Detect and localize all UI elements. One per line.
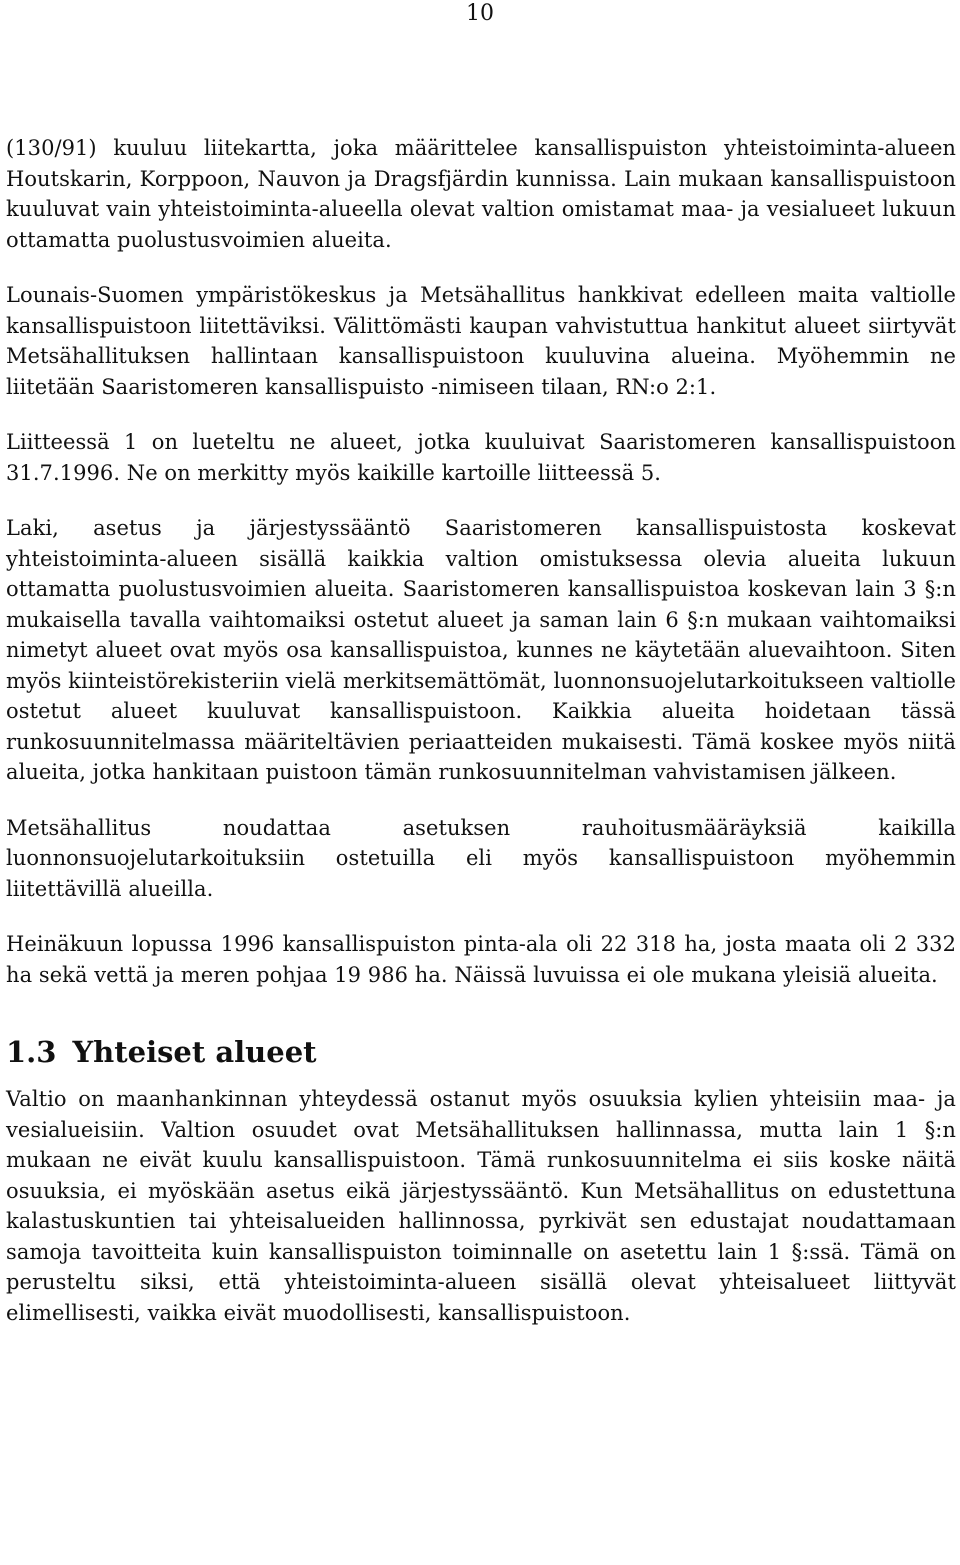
paragraph-area-figures: Heinäkuun lopussa 1996 kansallispuiston pinta-ala oli 22 318 ha, josta maata oli 2 332 ha sekä vettä ja meren pohjaa 19 986 ha. Näissä luvuissa ei ole mukana yleisiä alueita. [6, 932, 956, 987]
section-heading [6, 1034, 956, 1070]
paragraph-protection-rules: Metsähallitus noudattaa asetuksen rauhoitusmääräyksiä kaikilla luonnonsuojelutarkoituksiin ostetuilla eli myös kansallispuistoon myöhemmin liitettävillä alueilla. [6, 815, 956, 901]
paragraph-common-areas: Valtio on maanhankinnan yhteydessä ostanut myös osuuksia kylien yhteisiin maa- ja vesialueisiin. Valtion osuudet ovat Metsähallituksen hallinnassa, mutta lain 1 §:n mukaan ne eivät kuulu kansallispuistoon. Tämä runkosuunnitelma ei siis koske näitä osuuksia, ei myöskään asetus eikä järjestyssääntö. Kun Metsähallitus on edustettuna kalastuskuntien tai yhteisalueiden hallinnossa, pyrkivät sen edustajat noudattamaan samoja tavoitteita kuin kansallispuiston toiminnalle on asetettu lain 1 §:ssä. Tämä on perusteltu siksi, että yhteistoiminta-alueen sisällä olevat yhteisalueet liittyvät elimellisesti, vaikka eivät muodollisesti, kansallispuistoon. [6, 1087, 956, 1325]
paragraph-regulations: Laki, asetus ja järjestyssääntö Saaristomeren kansallispuistosta koskevat yhteistoiminta-alueen sisällä kaikkia valtion omistuksessa olevia alueita lukuun ottamatta puolustusvoimien alueita. Saaristomeren kansallispuistoa koskevan lain 3 §:n mukaisella tavalla vaihtomaiksi ostetut alueet ja saman lain 6 §:n mukaan vaihtomaiksi nimetyt alueet ovat myös osa kansallispuistoa, kunnes ne käytetään aluevaihtoon. Siten myös kiinteistörekisteriin vielä merkitsemättömät, luonnonsuojelutarkoitukseen valtiolle ostetut alueet kuuluvat kansallispuistoon. Kaikkia alueita hoidetaan tässä runkosuunnitelmassa määriteltävien periaatteiden mukaisesti. Tämä koskee myös niitä alueita, jotka hankitaan puistoon tämän runkosuunnitelman vahvistamisen jälkeen. [6, 516, 956, 784]
page-number: 10 [466, 1, 494, 26]
paragraph-appendix-reference: Liitteessä 1 on lueteltu ne alueet, jotka kuuluivat Saaristomeren kansallispuistoon 31.7.1996. Ne on merkitty myös kaikille kartoille liitteessä 5. [6, 430, 956, 485]
paragraph-legal-basis: (130/91) kuuluu liitekartta, joka määrittelee kansallispuiston yhteistoiminta-alueen Houtskarin, Korppoon, Nauvon ja Dragsfjärdin kunnissa. Lain mukaan kansallispuistoon kuuluvat vain yhteistoiminta-alueella olevat valtion omistamat maa- ja vesialueet lukuun ottamatta puolustusvoimien alueita. [6, 136, 956, 252]
section-number: 1.3 [6, 1035, 57, 1069]
paragraph-land-acquisition: Lounais-Suomen ympäristökeskus ja Metsähallitus hankkivat edelleen maita valtiolle kansallispuistoon liitettäviksi. Välittömästi kaupan vahvistuttua hankitut alueet siirtyvät Metsähallituksen hallintaan kansallispuistoon kuuluvina alueina. Myöhemmin ne liitetään Saaristomeren kansallispuisto -nimiseen tilaan, RN:o 2:1. [6, 283, 956, 399]
page-body [6, 133, 956, 1328]
section-title: Yhteiset alueet [72, 1035, 317, 1069]
